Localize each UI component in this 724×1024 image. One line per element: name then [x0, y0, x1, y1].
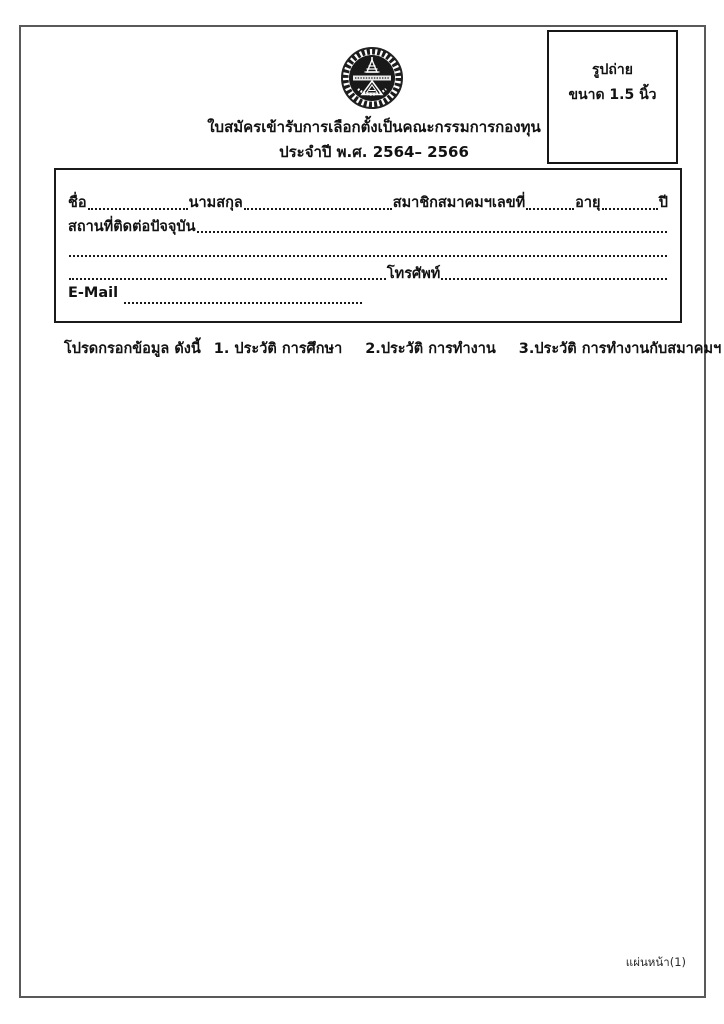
fill-in-instructions: [64, 337, 722, 360]
surname-fill-line: [244, 208, 392, 210]
member-number-fill-line: [526, 208, 574, 210]
title-line-2: ประจำปี พ.ศ. 2564– 2566: [279, 143, 469, 161]
form-line-phone: [68, 262, 668, 286]
instruction-item-work: 2.ประวัติ การทำงาน: [365, 341, 496, 357]
surname-label: นามสกุล: [188, 195, 243, 211]
address-label: สถานที่ติดต่อปัจจุบัน: [68, 218, 196, 235]
address-fill-line-3: [69, 278, 386, 280]
form-line-address-continued: [68, 238, 668, 262]
form-title: [61, 115, 687, 165]
photo-box-label-line2: ขนาด 1.5 นิ้ว: [568, 87, 657, 103]
page-number-label: แผ่นหน้า(1): [625, 955, 686, 969]
document-page: [19, 25, 722, 998]
phone-label: โทรศัพท์: [386, 265, 441, 282]
member-number-label: สมาชิกสมาคมฯเลขที่: [392, 195, 526, 211]
association-seal-logo: [340, 46, 404, 110]
email-fill-line: [124, 302, 362, 304]
age-label: อายุ: [575, 195, 601, 211]
instruction-item-association-work: 3.ประวัติ การทำงานกับสมาคมฯ: [518, 341, 722, 357]
address-fill-line-1: [197, 231, 667, 233]
instructions-prefix: โปรดกรอกข้อมูล ดังนี้: [64, 341, 201, 357]
email-label: E-Mail: [68, 285, 119, 301]
name-label: ชื่อ: [68, 195, 87, 211]
form-line-address: [68, 215, 668, 239]
address-fill-line-2: [69, 255, 667, 257]
instruction-item-education: 1. ประวัติ การศึกษา: [213, 341, 343, 357]
title-line-1: ใบสมัครเข้ารับการเลือกตั้งเป็นคณะกรรมการกองทุน: [207, 118, 541, 136]
name-fill-line: [88, 208, 188, 210]
form-line-email: [68, 285, 668, 309]
year-unit-label: ปี: [658, 195, 668, 211]
applicant-info-box: [54, 168, 682, 323]
form-line-name-surname-member: [68, 191, 668, 215]
phone-fill-line: [441, 278, 667, 280]
age-fill-line: [602, 208, 658, 210]
photo-box-label-line1: รูปถ่าย: [592, 62, 633, 78]
